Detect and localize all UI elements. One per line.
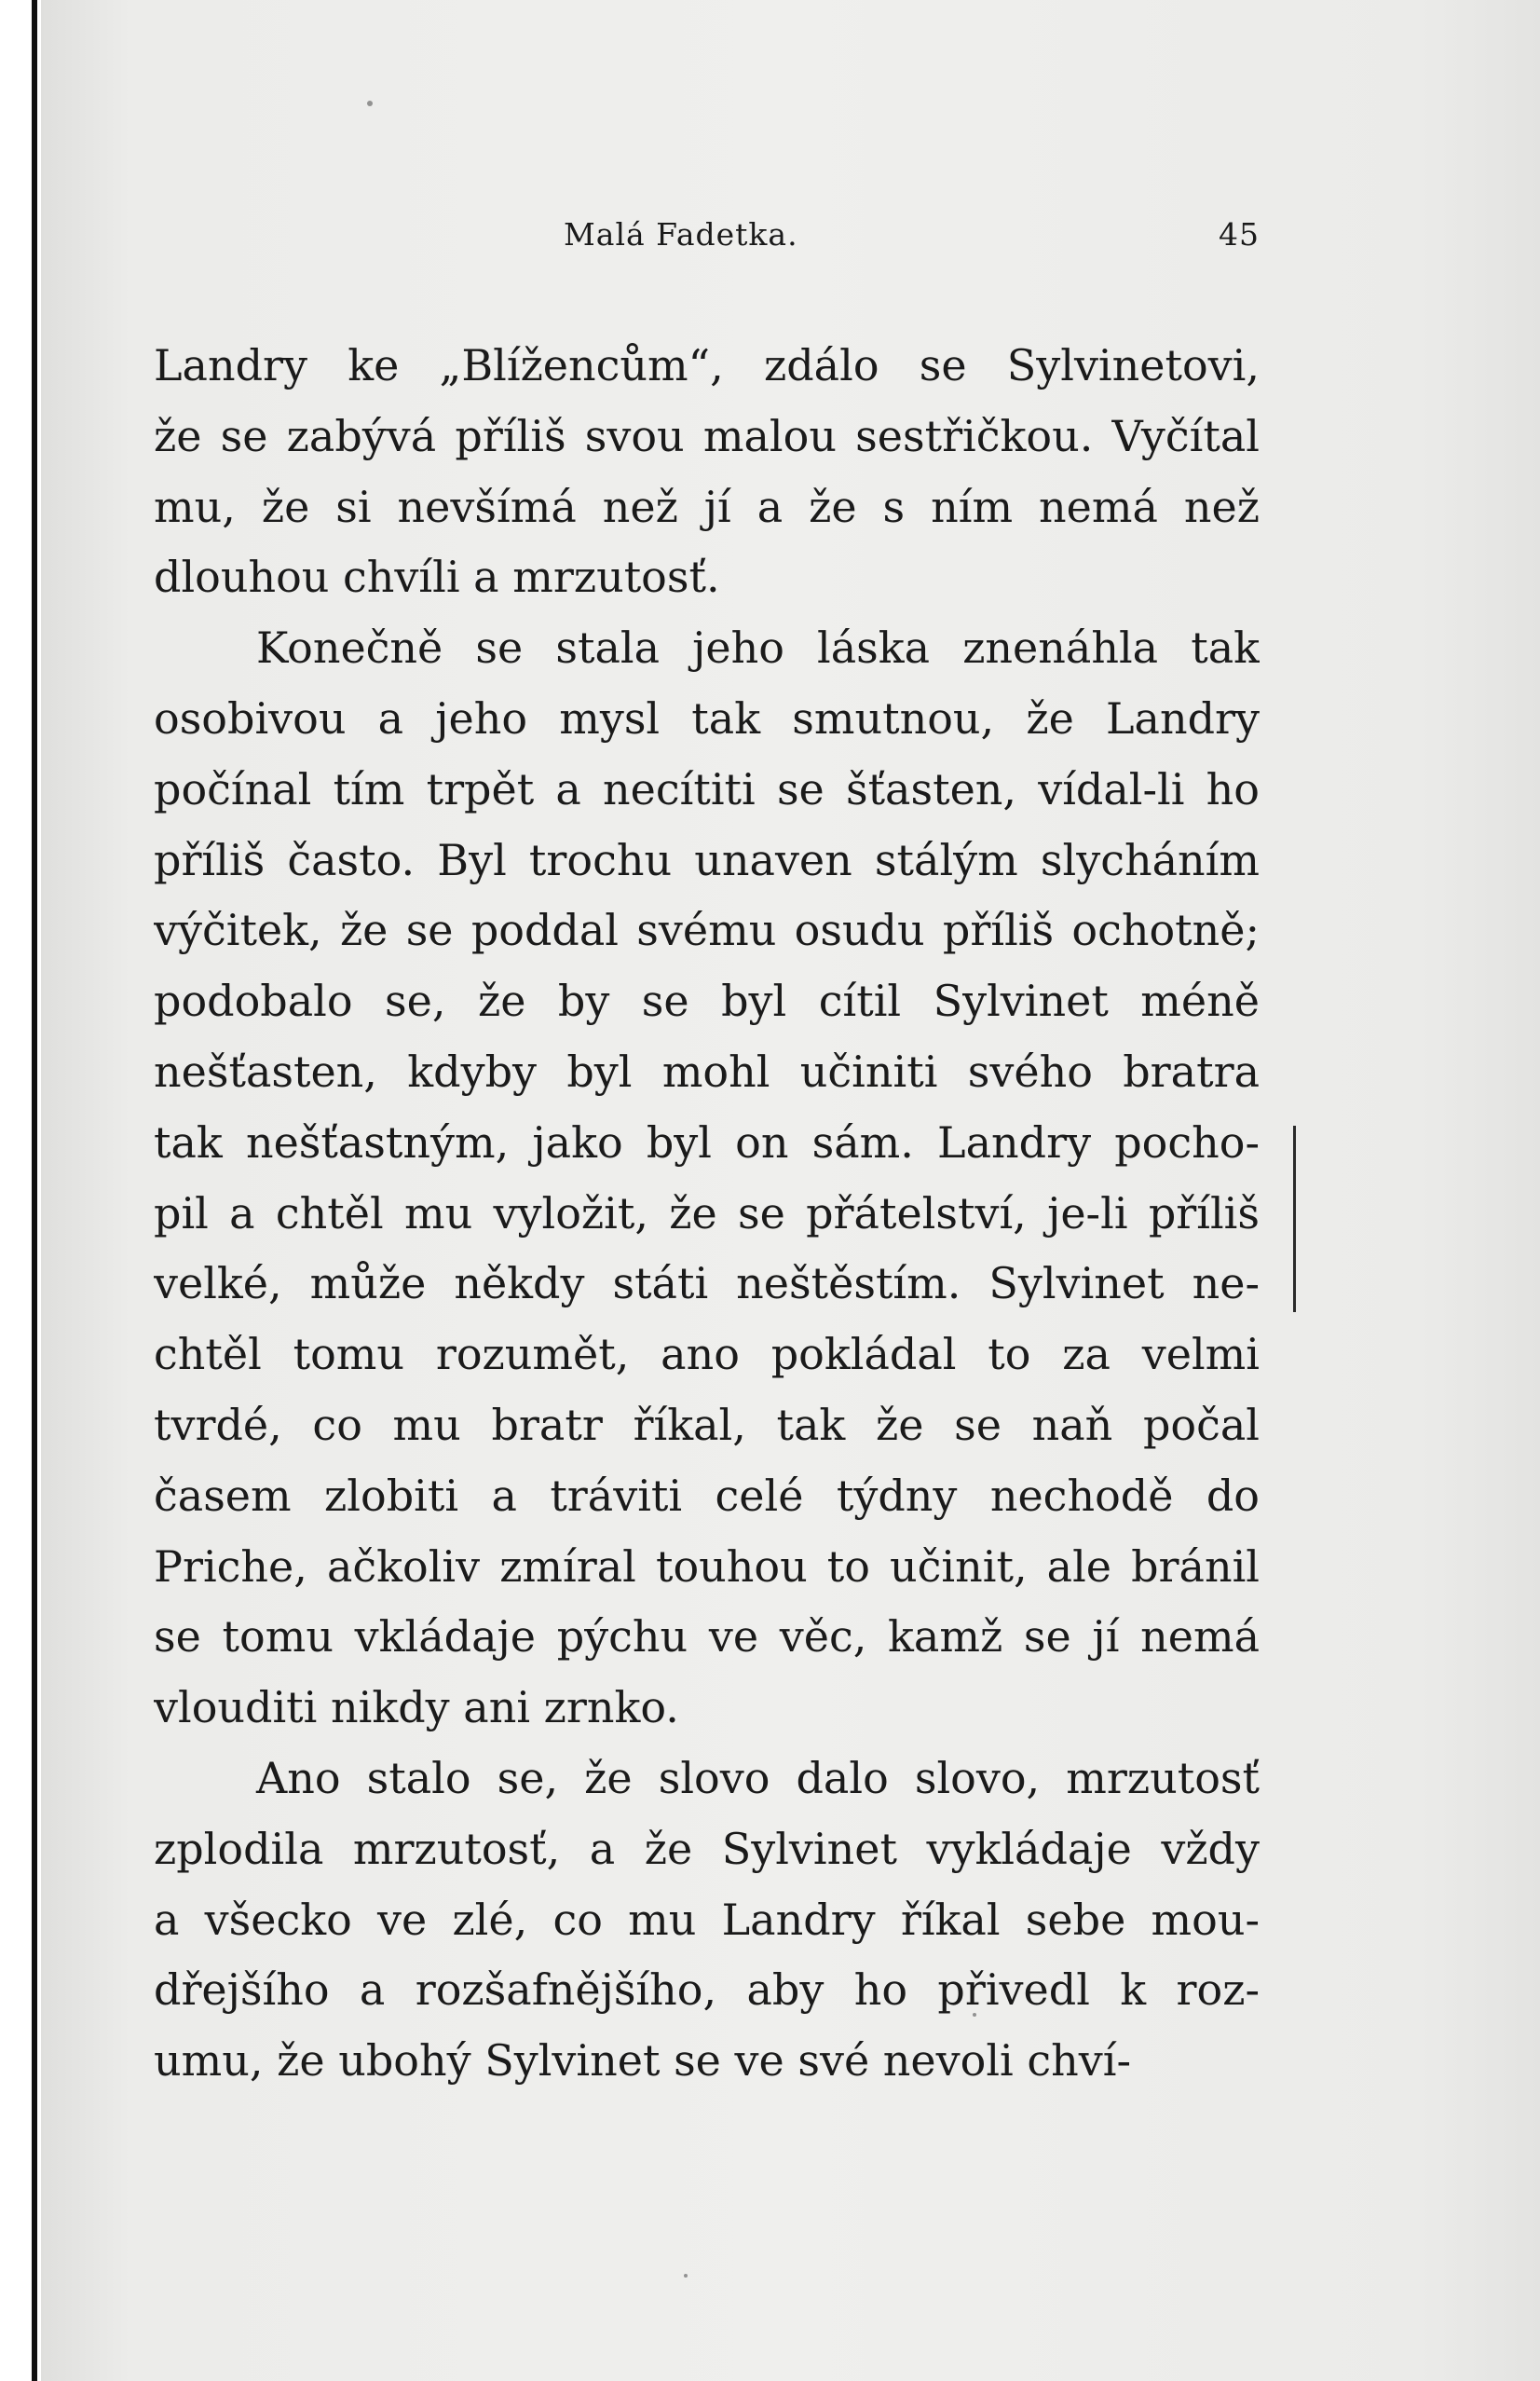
margin-pencil-mark (1293, 1126, 1296, 1312)
text-line: Landry ke „Blížencům“, zdálo se Sylvinetovi, (154, 340, 1260, 390)
text-line: osobivou a jeho mysl tak smutnou, že Landry (154, 692, 1260, 744)
text-line: dlouhou chvíli a mrzutosť. (154, 552, 720, 603)
text-line: dřejšího a rozšafnějšího, aby ho přivedl k roz- (154, 1964, 1260, 2016)
paragraph (154, 331, 1260, 613)
running-header (564, 216, 1260, 263)
text-line: že se zabývá příliš svou malou sestřičkou. Vyčítal (154, 410, 1260, 461)
page-number: 45 (1219, 216, 1260, 253)
paragraph (154, 613, 1260, 1744)
body-text (154, 331, 1260, 2097)
binding-shadow-line (32, 0, 37, 2381)
text-line: Priche, ačkoliv zmíral touhou to učinit, ale bránil (154, 1540, 1260, 1592)
print-speck (367, 101, 373, 106)
running-title: Malá Fadetka. (564, 216, 798, 253)
text-line: časem zlobiti a tráviti celé týdny nechodě do (154, 1470, 1260, 1521)
text-line: Konečně se stala jeho láska znenáhla tak (256, 623, 1260, 674)
text-line: a všecko ve zlé, co mu Landry říkal sebe mou- (154, 1894, 1260, 1945)
text-line: podobalo se, že by se byl cítil Sylvinet méně (154, 976, 1260, 1027)
text-line: Ano stalo se, že slovo dalo slovo, mrzutosť (256, 1752, 1260, 1803)
text-line: příliš často. Byl trochu unaven stálým slycháním (154, 834, 1260, 885)
text-line: vlouditi nikdy ani zrnko. (154, 1682, 679, 1733)
text-line: velké, může někdy státi neštěstím. Sylvinet ne- (154, 1258, 1260, 1309)
text-line: se tomu vkládaje pýchu ve věc, kamž se jí nemá (154, 1611, 1260, 1663)
text-line: tak nešťastným, jako byl on sám. Landry pocho- (154, 1116, 1260, 1168)
paragraph (154, 1744, 1260, 2097)
text-line: pil a chtěl mu vyložit, že se přátelství, je-li příliš (154, 1187, 1260, 1238)
text-line: výčitek, že se poddal svému osudu příliš ochotně; (154, 905, 1260, 956)
text-line: počínal tím trpět a necítiti se šťasten, vídal-li ho (154, 763, 1260, 814)
text-line: zplodila mrzutosť, a že Sylvinet vykládaje vždy (154, 1823, 1260, 1874)
text-line: nešťasten, kdyby byl mohl učiniti svého bratra (154, 1046, 1260, 1097)
text-line: mu, že si nevšímá než jí a že s ním nemá než (154, 481, 1260, 532)
text-line: tvrdé, co mu bratr říkal, tak že se naň počal (154, 1399, 1260, 1450)
text-line: chtěl tomu rozumět, ano pokládal to za velmi (154, 1329, 1260, 1380)
text-line: umu, že ubohý Sylvinet se ve své nevoli chví- (154, 2035, 1131, 2087)
print-speck (684, 2274, 688, 2278)
